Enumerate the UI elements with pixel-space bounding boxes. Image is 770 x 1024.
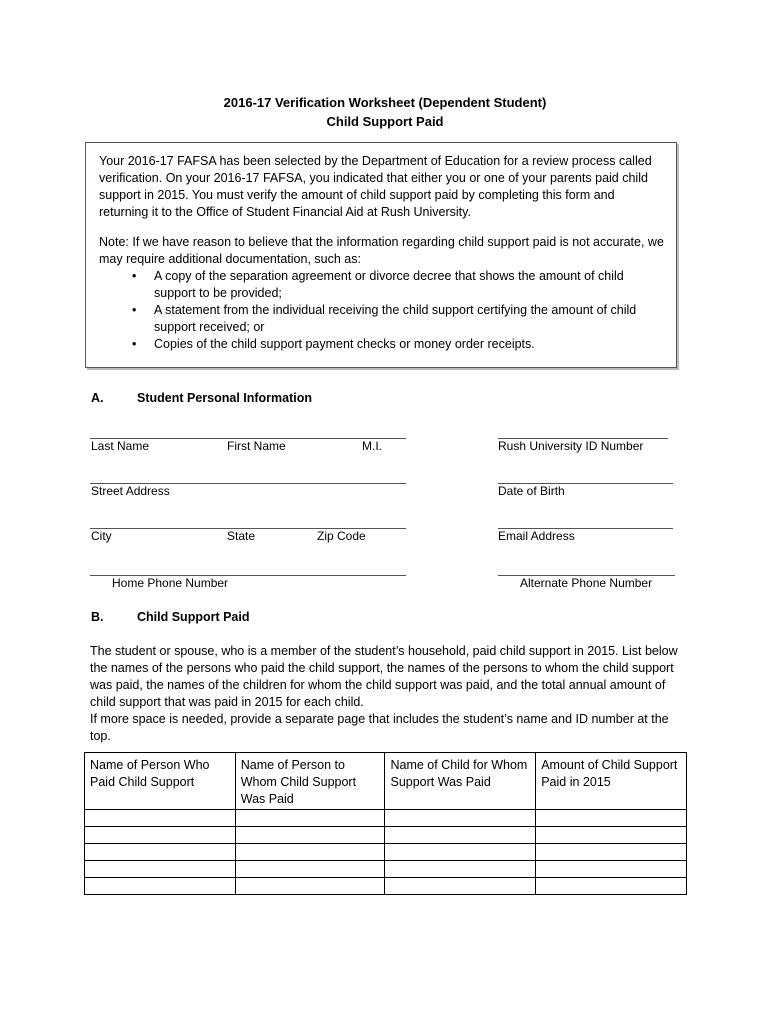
- worksheet-subtitle: Child Support Paid: [326, 114, 444, 129]
- table-cell[interactable]: [85, 861, 236, 878]
- home-phone-label: Home Phone Number: [112, 576, 229, 590]
- note-paragraph: Note: If we have reason to believe that the information regarding child support paid is not accurate, we may require additional documentation, such as:: [99, 235, 664, 266]
- table-cell[interactable]: [536, 827, 687, 844]
- child-support-instructions: [90, 643, 690, 745]
- table-cell[interactable]: [235, 844, 385, 861]
- middle-initial-label: M.I.: [362, 439, 382, 453]
- table-cell[interactable]: [235, 878, 385, 895]
- zip-code-label: Zip Code: [317, 529, 366, 543]
- last-name-label: Last Name: [91, 439, 150, 453]
- table-cell[interactable]: [85, 810, 236, 827]
- city-label: City: [91, 529, 112, 543]
- table-row: [85, 827, 687, 844]
- table-cell[interactable]: [536, 878, 687, 895]
- table-cell[interactable]: [536, 810, 687, 827]
- documentation-item: • Copies of the child support payment checks or money order receipts.: [132, 336, 664, 353]
- table-cell[interactable]: [536, 844, 687, 861]
- documentation-item: • A statement from the individual receiving the child support certifying the amount of child support received; or: [132, 302, 664, 336]
- section-letter: B.: [91, 610, 104, 624]
- instructions-paragraph: The student or spouse, who is a member of the student’s household, paid child support in 2015. List below the names of the persons who paid the child support, the names of the persons to whom the child support was paid, the names of the children for whom the child support was paid, and the total annual amount of child support that was paid in 2015 for each child.: [90, 644, 678, 709]
- section-title: Child Support Paid: [137, 610, 250, 624]
- table-row: [85, 844, 687, 861]
- worksheet-title: 2016-17 Verification Worksheet (Dependent Student): [223, 95, 547, 110]
- section-a-heading: [91, 390, 491, 408]
- section-b-heading: [91, 609, 491, 627]
- verification-notice-box: [85, 142, 677, 368]
- column-header: Name of Child for Whom Support Was Paid: [385, 753, 536, 810]
- documentation-item: • A copy of the separation agreement or divorce decree that shows the amount of child support to be provided;: [132, 268, 664, 302]
- table-row: [85, 878, 687, 895]
- table-cell[interactable]: [385, 810, 536, 827]
- column-header: Amount of Child Support Paid in 2015: [536, 753, 687, 810]
- table-cell[interactable]: [235, 861, 385, 878]
- documentation-list: [99, 268, 664, 353]
- first-name-label: First Name: [227, 439, 286, 453]
- table-cell[interactable]: [385, 844, 536, 861]
- table-cell[interactable]: [385, 827, 536, 844]
- table-header-row: [85, 753, 687, 810]
- table-row: [85, 861, 687, 878]
- table-row: [85, 810, 687, 827]
- table-cell[interactable]: [85, 878, 236, 895]
- alternate-phone-label: Alternate Phone Number: [520, 576, 653, 590]
- table-cell[interactable]: [85, 827, 236, 844]
- section-title: Student Personal Information: [137, 391, 313, 405]
- rush-id-label: Rush University ID Number: [498, 439, 644, 453]
- date-of-birth-label: Date of Birth: [498, 484, 565, 498]
- notice-paragraph: Your 2016-17 FAFSA has been selected by the Department of Education for a review process called verification. On your 2016-17 FAFSA, you indicated that either you or one of your parents paid child support in 2015. You must verify the amount of child support paid by completing this form and returning it to the Office of Student Financial Aid at Rush University.: [99, 154, 652, 219]
- extra-space-note: If more space is needed, provide a separate page that includes the student’s name and ID number at the top.: [90, 712, 669, 743]
- table-cell[interactable]: [85, 844, 236, 861]
- child-support-table: [84, 752, 687, 895]
- email-label: Email Address: [498, 529, 575, 543]
- column-header: Name of Person Who Paid Child Support: [85, 753, 236, 810]
- section-letter: A.: [91, 391, 104, 405]
- table-cell[interactable]: [235, 827, 385, 844]
- street-address-label: Street Address: [91, 484, 170, 498]
- column-header: Name of Person to Whom Child Support Was Paid: [235, 753, 385, 810]
- table-cell[interactable]: [235, 810, 385, 827]
- table-cell[interactable]: [385, 861, 536, 878]
- state-label: State: [227, 529, 256, 543]
- table-cell[interactable]: [385, 878, 536, 895]
- table-cell[interactable]: [536, 861, 687, 878]
